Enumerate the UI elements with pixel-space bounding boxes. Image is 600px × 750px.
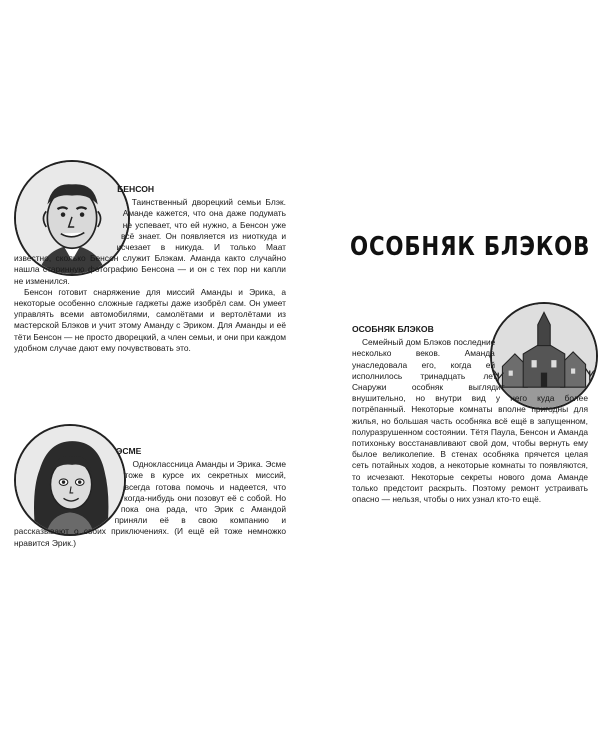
benson-heading: БЕНСОН — [117, 184, 155, 194]
benson-section — [14, 184, 286, 354]
mansion-heading: ОСОБНЯК БЛЭКОВ — [352, 324, 434, 334]
mansion-paragraph-1: Семейный дом Блэков последние несколько веков. Аманда унаследовала его, когда ей исполнилось тринадцать лет. Снаружи особняк выглядит внушительно, но внутри вид у него куда более потрёпанный. Некоторые комнаты вполне пригодны для жилья, но большая часть особняка всё ещё в запущенном, полуразрушенном состоянии. Тётя Паула, Бенсон и Аманда потихоньку восстанавливают свой дом, чтобы вернуть ему былое великолепие. В стенах особняка прячется целая сеть потайных ходов, а некоторые комнаты то появляются, то исчезают. Некоторые секреты нового дома Аманде только предстоит раскрыть. Поэтому ремонт устраивать опасно — нельзя, чтобы о них узнал кто-то ещё. — [352, 337, 588, 505]
benson-paragraph-1: Таинственный дворецкий семьи Блэк. Аманде кажется, что она даже подумать не успевает, что ей нужно, а Бенсон уже всё знает. Он появляется из ниоткуда и исчезает в никуда. И только Маат известно, сколько Бенсон служит Блэкам. Аманда както случайно нашла старинную фотографию Бенсона — и он с тех пор ни капли не изменился. — [14, 197, 286, 286]
right-page — [300, 0, 600, 750]
benson-paragraph-2: Бенсон готовит снаряжение для миссий Аманды и Эрика, а некоторые особенно сложные гаджеты даже изобрёл сам. Он умеет управлять всеми автомобилями, самолётами и вертолётами из мастерской Блэков и учит этому Аманду с Эриком. Для Аманды и её тёти Бенсон — не просто дворецкий, а член семьи, и они при каждом удобном случае дают ему почувствовать это. — [14, 286, 286, 353]
esme-section — [14, 446, 286, 549]
esme-heading: ЭСМЕ — [116, 446, 142, 456]
page-title: ОСОБНЯК БЛЭКОВ — [350, 232, 591, 262]
esme-paragraph-1: Одноклассница Аманды и Эрика. Эсме тоже в курсе их секретных миссий, всегда готова помочь и надеется, что когда-нибудь они позовут её с собой. Но пока она рада, что Эрик с Амандой приняли её в свою компанию и рассказывают о своих приключениях. (И ещё ей тоже немножко нравится Эрик.) — [14, 459, 286, 548]
mansion-section — [352, 324, 588, 505]
